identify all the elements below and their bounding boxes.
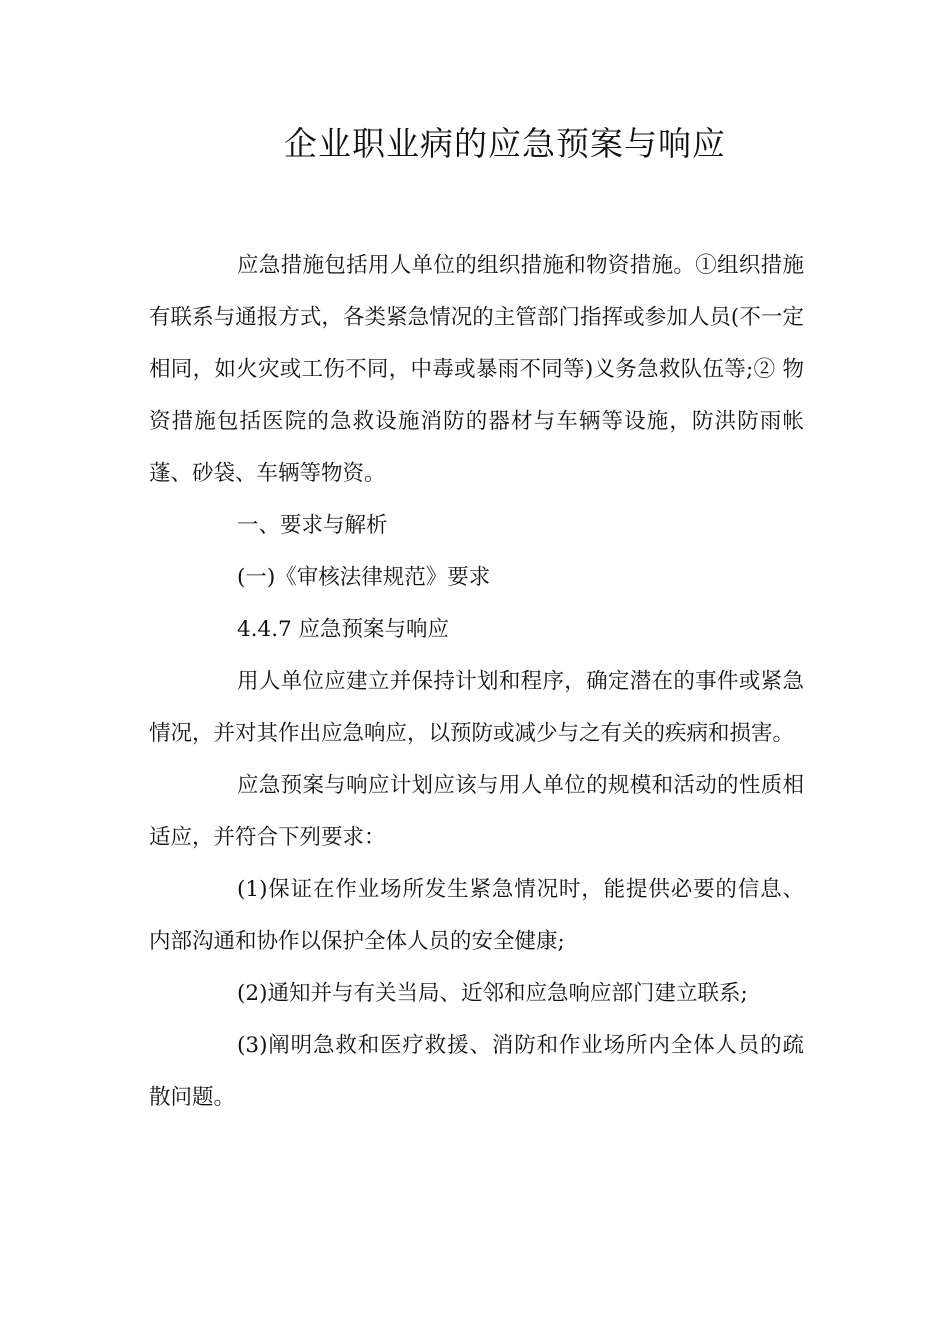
- paragraph-plan-requirements: 应急预案与响应计划应该与用人单位的规模和活动的性质相适应，并符合下列要求：: [149, 773, 804, 850]
- list-item-2: (2)通知并与有关当局、近邻和应急响应部门建立联系;: [237, 981, 748, 1006]
- paragraph-clause-text: 用人单位应建立并保持计划和程序，确定潜在的事件或紧急情况，并对其作出应急响应，以预防或减少与之有关的疾病和损害。: [149, 669, 804, 746]
- section-heading-requirements: 一、要求与解析: [237, 513, 388, 538]
- list-item-1: (1)保证在作业场所发生紧急情况时，能提供必要的信息、内部沟通和协作以保护全体人员的安全健康;: [149, 877, 804, 954]
- subsection-heading-audit-standard: (一)《审核法律规范》要求: [237, 565, 491, 590]
- list-item-3: (3)阐明急救和医疗救援、消防和作业场所内全体人员的疏散问题。: [149, 1033, 804, 1110]
- paragraph-emergency-measures: 应急措施包括用人单位的组织措施和物资措施。①组织措施有联系与通报方式，各类紧急情况的主管部门指挥或参加人员(不一定相同，如火灾或工伤不同，中毒或暴雨不同等)义务急救队伍等;② 物资措施包括医院的急救设施消防的器材与车辆等设施，防洪防雨帐蓬、砂袋、车辆等物资。: [149, 253, 804, 486]
- document-title: 企业职业病的应急预案与响应: [284, 124, 726, 163]
- document-body: [149, 240, 804, 1124]
- clause-heading-4-4-7: 4.4.7 应急预案与响应: [237, 617, 450, 642]
